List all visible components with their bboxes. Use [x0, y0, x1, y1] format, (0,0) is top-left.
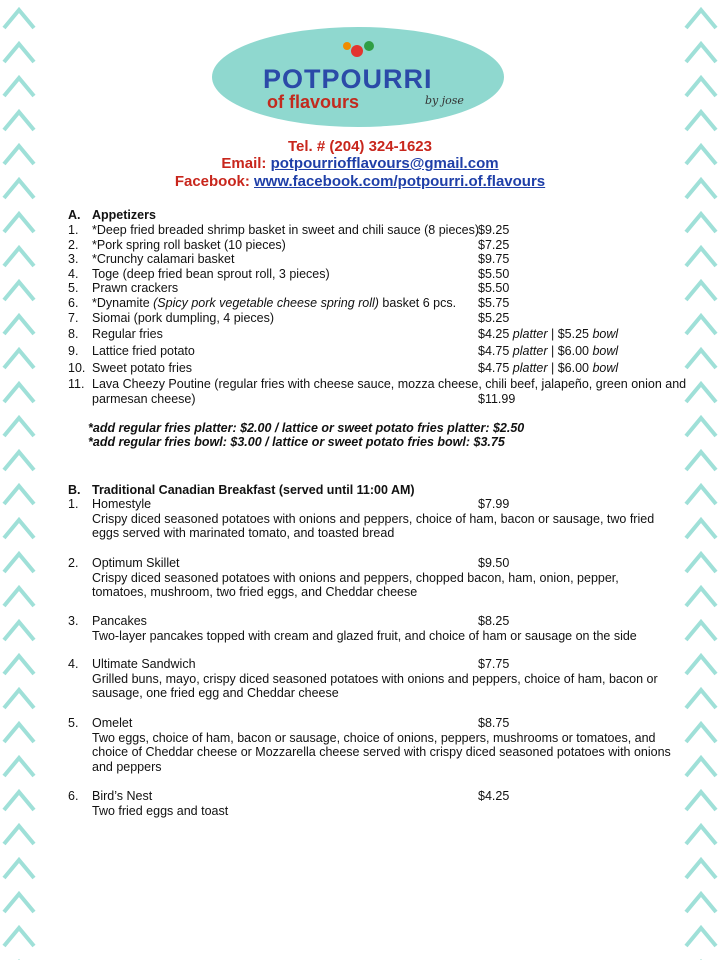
left-chevron-border	[0, 0, 38, 960]
logo-subtitle: of flavours	[267, 92, 360, 112]
fries-note-bowl: *add regular fries bowl: $3.00 / lattice or sweet potato fries bowl: $3.75	[88, 435, 505, 449]
item-description: Crispy diced seasoned potatoes with onions and peppers, choice of ham, bacon or sausage, two fried eggs served with marinated tomato, and toasted bread	[92, 511, 655, 541]
logo-title: POTPOURRI	[263, 64, 433, 94]
section-breakfast-heading: B. Traditional Canadian Breakfast (served until 11:00 AM)	[68, 483, 415, 497]
facebook-label: Facebook:	[174, 173, 250, 190]
email-line	[38, 155, 682, 172]
email-label: Email:	[221, 155, 267, 172]
facebook-line	[38, 173, 682, 190]
item-description: Two fried eggs and toast	[92, 803, 229, 818]
brand-logo	[211, 26, 505, 128]
item-description: Two-layer pancakes topped with cream and glazed fruit, and choice of ham or sausage on the side	[92, 628, 637, 643]
item-description: Crispy diced seasoned potatoes with onions and peppers, chopped bacon, ham, onion, pepper, tomatoes, mushroom, two fried eggs, and Cheddar cheese	[92, 570, 619, 600]
phone-line: Tel. # (204) 324-1623	[288, 138, 432, 155]
section-appetizers-heading: A. Appetizers	[68, 208, 156, 222]
fries-note-platter: *add regular fries platter: $2.00 / lattice or sweet potato fries platter: $2.50	[88, 421, 525, 435]
email-link[interactable]: potpourriofflavours@gmail.com	[270, 155, 499, 172]
item-description: Grilled buns, mayo, crispy diced seasoned potatoes with onions and peppers, choice of ham, bacon or sausage, one fried egg and Cheddar cheese	[92, 671, 658, 701]
right-chevron-border	[682, 0, 720, 960]
item-description: Two eggs, choice of ham, bacon or sausage, choice of onions, peppers, mushrooms or tomatoes, and choice of Cheddar cheese or Mozzarella cheese served with crispy diced seasoned potatoes with onions and peppers	[92, 730, 671, 774]
facebook-link[interactable]: www.facebook.com/potpourri.of.flavours	[254, 173, 546, 190]
logo-signature: by jose	[425, 94, 464, 107]
menu-page: POTPOURRI of flavours by jose Tel. # (204) 324-1623 Email: potpourriofflavours@gmail.com Facebook: www.facebook.com/potpourri.of.flavours A. Appetizers 1. *Deep fried breaded shrimp basket in sweet and chili sauce (8 pieces) $9.25 2. *Pork spring roll basket (10 pieces) $7.25 3. *Crunchy calamari basket $9.75 4. Toge (deep fried bean sprout roll, 3 pieces) $5.50 5. Prawn crackers $5.50 6. *Dynamite (Spicy pork vegetable cheese spring roll) basket 6 pcs. $5.75 7. Siomai (pork dumpling, 4 pieces) $5.25 8. Regular fries $4.25 platter | $5.25 bowl 9. Lattice fried potato $4.75 platter | $6.00 bowl 10. Sweet potato fries $4.75 platter | $6.00 bowl 11. Lava Cheezy Poutine (regular fries with cheese sauce, mozza cheese, chili beef, jalapeño, green onion and parmesan cheese) $11.99 *add regular fries platter: $2.00 / lattice or sweet potato fries platter: $2.50 *add regular fries bowl: $3.00 / lattice or sweet potato fries bowl: $3.75 B. Traditional Canadian Breakfast (served until 11:00 AM) 1. Homestyle $7.99 Crispy diced seasoned potatoes with onions and peppers, choice of ham, bacon or sausage, two fried eggs served with marinated tomato, and toasted bread 2. Optimum Skillet $9.50 Crispy diced seasoned potatoes with onions and peppers, chopped bacon, ham, onion, pepper, tomatoes, mushroom, two fried eggs, and Cheddar cheese 3. Pancakes $8.25 Two-layer pancakes topped with cream and glazed fruit, and choice of ham or sausage on the side 4. Ultimate Sandwich $7.75 Grilled buns, mayo, crispy diced seasoned potatoes with onions and peppers, choice of ham, bacon or sausage, one fried egg and Cheddar cheese 5. Omelet $8.75 Two eggs, choice of ham, bacon or sausage, choice of onions, peppers, mushrooms or tomatoes, and choice of Cheddar cheese or Mozzarella cheese served with crispy diced seasoned potatoes with onions and peppers 6. Bird’s Nest $4.25 Two fried eggs and toast	[38, 0, 682, 960]
